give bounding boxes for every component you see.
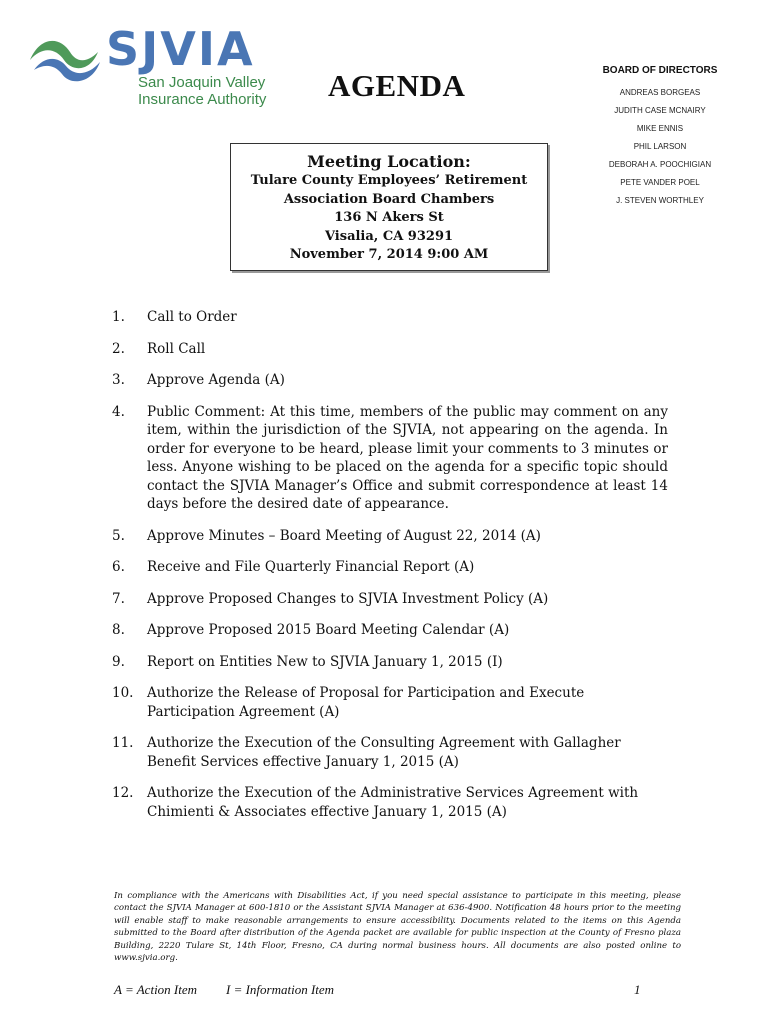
agenda-item-number: 5. [112,527,125,544]
location-heading: Meeting Location: [307,152,471,171]
agenda-item-text: Receive and File Quarterly Financial Report (A) [147,559,475,575]
agenda-item-number: 2. [112,340,125,357]
board-member: PHIL LARSON [633,142,687,151]
agenda-item-text: Call to Order [147,309,237,325]
board-member: MIKE ENNIS [636,124,684,133]
logo-subtitle-line-1: San Joaquin Valley [138,74,266,91]
agenda-item [112,371,668,390]
agenda-item-text: Authorize the Execution of the Administrative Services Agreement with Chimienti & Associates effective January 1, 2015 (A) [147,785,639,820]
agenda-item [112,340,668,359]
agenda-item [112,403,668,514]
agenda-item [112,590,668,609]
logo-wordmark: SJVIA [106,22,255,76]
agenda-item [112,308,668,327]
agenda-item [112,621,668,640]
agenda-item-text: Report on Entities New to SJVIA January 1, 2015 (I) [147,653,503,670]
agenda-item-text: Public Comment: At this time, members of the public may comment on any item, within the jurisdiction of the SJVIA, not appearing on the agenda. In order for everyone to be heard, please limit your comments to 3 minutes or less. Anyone wishing to be placed on the agenda for a specific topic should contact the SJVIA Manager’s Office and submit correspondence at least 14 days before the desired date of appearance. [147,403,668,512]
agenda-item [112,527,668,546]
agenda-item-text: Authorize the Release of Proposal for Participation and Execute Participation Agreement (A) [147,685,585,720]
board-member: J. STEVEN WORTHLEY [616,196,704,205]
page-title: AGENDA [328,68,466,103]
agenda-item-number: 4. [112,403,125,420]
agenda-item-number: 10. [112,685,134,701]
logo-subtitle [138,74,266,108]
sjvia-logo [26,22,276,112]
board-of-directors [580,64,740,212]
agenda-items [112,308,668,834]
agenda-item-text: Approve Minutes – Board Meeting of August 22, 2014 (A) [147,527,541,544]
board-heading: BOARD OF DIRECTORS [602,65,718,76]
meeting-location-box [230,143,548,271]
agenda-item-number: 12. [112,785,134,801]
board-member: ANDREAS BORGEAS [619,88,701,97]
board-member: PETE VANDER POEL [620,178,700,187]
board-member: JUDITH CASE MCNAIRY [614,106,706,115]
agenda-item-number: 7. [112,590,125,607]
agenda-item [112,653,668,672]
ada-compliance-notice: In compliance with the Americans with Disabilities Act, if you need special assistance to participate in this meeting, please contact the SJVIA Manager at 600-1810 or the Assistant SJVIA Manager at 636-4900. Notification 48 hours prior to the meeting will enable staff to make reasonable arrangements to ensure accessibility. Documents related to the items on this Agenda submitted to the Board after distribution of the Agenda packet are available for public inspection at the County of Fresno plaza Building, 2220 Tulare St, 14th Floor, Fresno, CA during normal business hours. All documents are also posted online to www.sjvia.org. [114,891,681,964]
agenda-item-text: Approve Agenda (A) [147,372,285,388]
location-line: Visalia, CA 93291 [324,228,454,244]
location-line: 136 N Akers St [334,210,444,225]
agenda-item [112,684,668,721]
agenda-item-number: 8. [112,622,125,638]
legend-action-item: A = Action Item [114,982,198,997]
agenda-item [112,734,668,771]
location-date-time: November 7, 2014 9:00 AM [289,247,489,262]
agenda-item-text: Approve Proposed 2015 Board Meeting Calendar (A) [147,622,510,638]
agenda-item-number: 9. [112,653,125,670]
agenda-item-text: Roll Call [147,340,206,357]
agenda-item-number: 3. [112,372,125,388]
page-number: 1 [634,982,641,997]
agenda-item-number: 11. [112,735,134,751]
board-member: DEBORAH A. POOCHIGIAN [608,160,712,169]
logo-subtitle-line-2: Insurance Authority [138,91,267,108]
agenda-item-text: Approve Proposed Changes to SJVIA Investment Policy (A) [147,590,549,607]
sjvia-logo-icon [26,30,106,86]
legend-information-item: I = Information Item [226,982,335,997]
location-line: Association Board Chambers [283,191,495,207]
agenda-item-number: 6. [112,559,125,575]
agenda-item [112,558,668,577]
agenda-item [112,784,668,821]
agenda-item-number: 1. [112,309,125,325]
agenda-item-text: Authorize the Execution of the Consulting Agreement with Gallagher Benefit Services effective January 1, 2015 (A) [147,735,621,770]
location-line: Tulare County Employees’ Retirement [250,173,528,188]
